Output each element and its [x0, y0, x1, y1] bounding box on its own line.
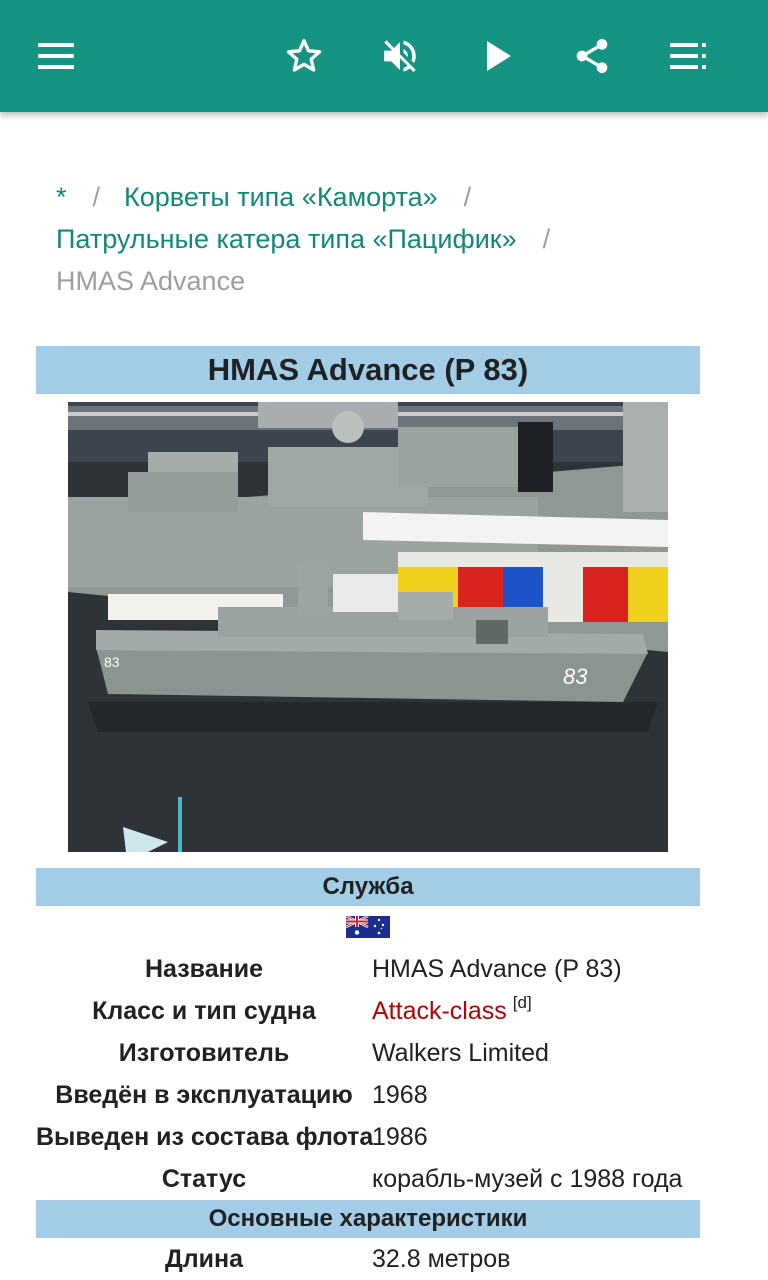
- breadcrumb-link-kamorta[interactable]: Корветы типа «Каморта»: [124, 182, 438, 212]
- wikidata-ref-link[interactable]: [d]: [512, 993, 532, 1012]
- svg-text:83: 83: [563, 664, 588, 689]
- play-icon[interactable]: [470, 28, 526, 84]
- row-value: 1986: [372, 1123, 428, 1151]
- star-icon[interactable]: [276, 28, 332, 84]
- row-value: HMAS Advance (P 83): [372, 955, 622, 983]
- ship-photo[interactable]: [68, 402, 668, 852]
- row-value: [372, 990, 532, 1032]
- volume-off-icon[interactable]: [372, 28, 428, 84]
- app-toolbar: [0, 0, 768, 112]
- infobox-row-class: [36, 990, 700, 1032]
- infobox-row-name: [36, 948, 700, 990]
- row-label: Длина: [164, 1245, 244, 1273]
- flag-row: [36, 906, 700, 948]
- row-value: 1968: [372, 1081, 428, 1109]
- infobox-row-length: [36, 1238, 700, 1280]
- australia-flag-icon[interactable]: [346, 916, 390, 938]
- infobox-row-commissioned: [36, 1074, 700, 1116]
- row-label: Название: [144, 955, 263, 983]
- section-header-main-characteristics: Основные характеристики: [36, 1200, 700, 1238]
- attack-class-link[interactable]: Attack-class: [372, 997, 507, 1025]
- infobox-row-status: [36, 1158, 700, 1200]
- svg-text:83: 83: [104, 654, 120, 670]
- row-label: Изготовитель: [118, 1039, 290, 1067]
- infobox-title: HMAS Advance (P 83): [36, 346, 700, 394]
- list-icon[interactable]: [660, 28, 716, 84]
- infobox-row-decommissioned: [36, 1116, 700, 1158]
- ship-infobox: [36, 346, 700, 1280]
- row-value: 32.8 метров: [372, 1245, 511, 1273]
- row-value: корабль-музей с 1988 года: [372, 1165, 683, 1193]
- breadcrumb: [56, 176, 736, 302]
- breadcrumb-separator: /: [92, 182, 101, 212]
- row-label: Статус: [161, 1165, 247, 1193]
- row-label: Выведен из состава флота: [36, 1123, 374, 1151]
- infobox-row-manufacturer: [36, 1032, 700, 1074]
- breadcrumb-link-pacific[interactable]: Патрульные катера типа «Пацифик»: [56, 224, 517, 254]
- row-label: Введён в эксплуатацию: [55, 1081, 353, 1109]
- breadcrumb-root-link[interactable]: *: [56, 182, 67, 212]
- breadcrumb-separator: /: [542, 224, 551, 254]
- section-header-service: Служба: [36, 868, 700, 906]
- share-icon[interactable]: [564, 28, 620, 84]
- breadcrumb-current: HMAS Advance: [56, 266, 246, 296]
- menu-icon[interactable]: [28, 28, 84, 84]
- row-label: Класс и тип судна: [92, 997, 316, 1025]
- breadcrumb-separator: /: [463, 182, 472, 212]
- row-value: Walkers Limited: [372, 1039, 549, 1067]
